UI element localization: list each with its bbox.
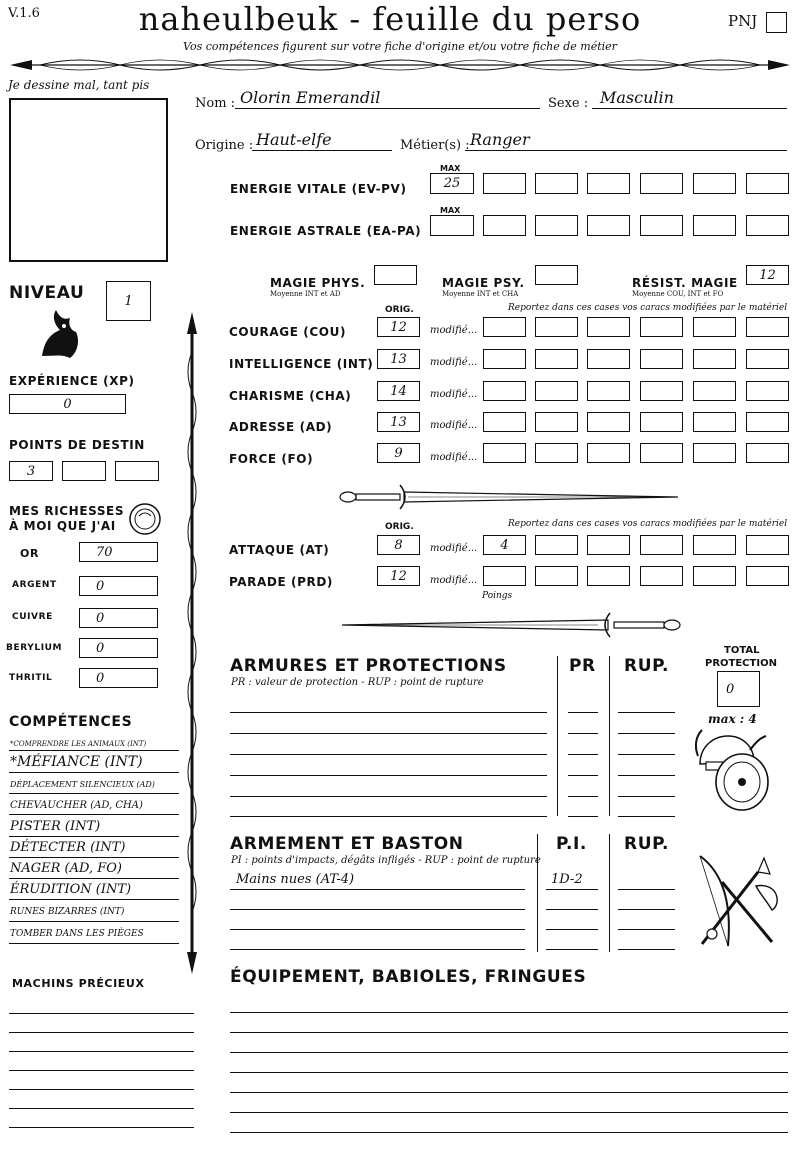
parade-orig-value: 12: [390, 568, 407, 584]
weapons-icon: [692, 852, 784, 950]
armures-note: PR : valeur de protection - RUP : point de rupture: [231, 677, 484, 688]
carac-mod-box[interactable]: [483, 381, 526, 401]
competence-item[interactable]: *MÉFIANCE (INT): [10, 754, 143, 770]
destin-value: 3: [26, 463, 36, 479]
armure-line[interactable]: [230, 796, 547, 797]
armure-rup-line[interactable]: [618, 775, 675, 776]
cuivre-label: CUIVRE: [12, 612, 53, 622]
armement-divider: [609, 834, 610, 952]
competence-line: [9, 878, 179, 879]
competence-line: [9, 814, 179, 815]
ev-max-box[interactable]: [430, 173, 474, 194]
ea-box[interactable]: [693, 215, 736, 236]
carac-mod-box[interactable]: [483, 349, 526, 369]
dragon-icon: [34, 306, 84, 362]
attaque-mod-box[interactable]: [535, 535, 578, 555]
competence-item[interactable]: ÉRUDITION (INT): [10, 882, 132, 897]
sword-divider-icon: [338, 610, 684, 640]
carac-modif-label: modifié...: [430, 357, 478, 368]
carac-modif-label: modifié...: [430, 325, 478, 336]
armement-note: PI : points d'impacts, dégâts infligés - RUP : point de rupture: [231, 855, 541, 866]
xp-value: 0: [63, 396, 72, 412]
carac-modif-label: modifié...: [430, 389, 478, 400]
equipement-line[interactable]: [230, 1112, 788, 1113]
attaque-orig-value: 8: [394, 537, 403, 553]
parade-mod-box[interactable]: [746, 566, 789, 586]
berylium-value: 0: [96, 640, 105, 656]
or-box[interactable]: [79, 542, 158, 562]
competence-line: [9, 899, 179, 900]
argent-box[interactable]: [79, 576, 158, 596]
equipement-line[interactable]: [230, 1072, 788, 1073]
armure-line[interactable]: [230, 816, 547, 817]
ev-box[interactable]: [693, 173, 736, 194]
niveau-label: NIVEAU: [9, 283, 85, 303]
carac-mod-box[interactable]: [535, 317, 578, 337]
carac-mod-box[interactable]: [535, 349, 578, 369]
carac-mod-box[interactable]: [535, 412, 578, 432]
carac-mod-box[interactable]: [746, 381, 789, 401]
carac-orig-box-cha[interactable]: [377, 381, 420, 401]
armement-label: ARMEMENT ET BASTON: [230, 834, 464, 854]
carac-label-ad: ADRESSE (AD): [229, 420, 333, 434]
destin-value: [116, 462, 158, 480]
sheet-subtitle: Vos compétences figurent sur votre fiche d'origine et/ou votre fiche de métier: [183, 40, 617, 53]
armure-line[interactable]: [230, 733, 547, 734]
pnj-label: PNJ: [728, 12, 758, 30]
armure-pr-line[interactable]: [568, 712, 598, 713]
ev-box[interactable]: [587, 173, 630, 194]
arme-rup-line[interactable]: [618, 909, 675, 910]
richesses-label-2: À MOI QUE J'AI: [9, 519, 116, 533]
carac-mod-box[interactable]: [483, 317, 526, 337]
machin-line[interactable]: [9, 1051, 194, 1052]
competence-item[interactable]: TOMBER DANS LES PIÈGES: [10, 929, 144, 939]
caracs-note: Reportez dans ces cases vos caracs modifiées par le matériel: [508, 303, 788, 313]
resist-magie-label: RÉSIST. MAGIE: [632, 276, 738, 290]
carac-orig-value-cha: 14: [390, 383, 407, 399]
ea-box[interactable]: [483, 215, 526, 236]
berylium-box[interactable]: [79, 638, 158, 658]
total-protection-label-1: TOTAL: [724, 645, 760, 656]
armures-rup-label: RUP.: [624, 656, 670, 676]
xp-label: EXPÉRIENCE (XP): [9, 374, 135, 388]
armure-line[interactable]: [230, 754, 547, 755]
carac-mod-box[interactable]: [587, 349, 630, 369]
machins-label: MACHINS PRÉCIEUX: [12, 977, 145, 990]
destin-label: POINTS DE DESTIN: [9, 438, 145, 452]
argent-value: 0: [96, 578, 105, 594]
carac-mod-box[interactable]: [587, 381, 630, 401]
carac-mod-box[interactable]: [640, 317, 683, 337]
armures-divider: [609, 656, 610, 816]
competences-label: COMPÉTENCES: [9, 714, 133, 730]
arme-pi-line[interactable]: [546, 909, 598, 910]
ev-box[interactable]: [746, 173, 789, 194]
machin-line[interactable]: [9, 1108, 194, 1109]
magie-psy-sub: Moyenne INT et CHA: [442, 290, 519, 298]
total-protection-box[interactable]: [717, 671, 760, 707]
parade-mod-box[interactable]: [535, 566, 578, 586]
arme-pi-line[interactable]: [546, 949, 598, 950]
carac-mod-box[interactable]: [535, 443, 578, 463]
parade-mod-box[interactable]: [693, 566, 736, 586]
carac-label-int: INTELLIGENCE (INT): [229, 357, 374, 371]
origine-label: Origine :: [195, 138, 254, 153]
destin-value: [63, 462, 105, 480]
parade-modif-label: modifié...: [430, 575, 478, 586]
armure-rup-line[interactable]: [618, 733, 675, 734]
carac-mod-box[interactable]: [640, 412, 683, 432]
competence-item[interactable]: PISTER (INT): [10, 819, 101, 834]
armure-rup-line[interactable]: [618, 796, 675, 797]
sexe-line: [592, 108, 787, 109]
carac-mod-box[interactable]: [693, 349, 736, 369]
competence-item[interactable]: DÉPLACEMENT SILENCIEUX (AD): [10, 780, 155, 789]
arme-pi-line[interactable]: [546, 889, 598, 890]
attaque-mod-box[interactable]: [693, 535, 736, 555]
thritil-label: THRITIL: [9, 673, 53, 683]
competence-line: [9, 943, 179, 944]
arme-line[interactable]: [230, 909, 525, 910]
ea-max-box[interactable]: [430, 215, 474, 236]
armure-rup-line[interactable]: [618, 754, 675, 755]
competence-line: [9, 772, 179, 773]
armement-pi-label: P.I.: [556, 834, 587, 854]
carac-orig-box-fo[interactable]: [377, 443, 420, 463]
caracs-orig-label: ORIG.: [385, 305, 414, 315]
armures-pr-label: PR: [569, 656, 596, 676]
parade-mod-box[interactable]: [640, 566, 683, 586]
attaque-mod-box[interactable]: [746, 535, 789, 555]
competence-item[interactable]: RUNES BIZARRES (INT): [10, 907, 125, 917]
competence-line: [9, 921, 179, 922]
armure-pr-line[interactable]: [568, 816, 598, 817]
carac-orig-box-cou[interactable]: [377, 317, 420, 337]
destin-box[interactable]: [115, 461, 159, 481]
carac-orig-box-int[interactable]: [377, 349, 420, 369]
ea-label: ENERGIE ASTRALE (EA-PA): [230, 224, 422, 238]
arme-rup-line[interactable]: [618, 929, 675, 930]
carac-mod-box[interactable]: [693, 381, 736, 401]
magie-phys-label: MAGIE PHYS.: [270, 276, 366, 290]
ea-max-value: [431, 216, 473, 235]
magie-phys-sub: Moyenne INT et AD: [270, 290, 341, 298]
equipement-line[interactable]: [230, 1052, 788, 1053]
carac-mod-box[interactable]: [746, 443, 789, 463]
arme-rup-line[interactable]: [618, 949, 675, 950]
resist-magie-value: 12: [759, 267, 776, 283]
carac-mod-box[interactable]: [693, 443, 736, 463]
arme-rup-line[interactable]: [618, 889, 675, 890]
magie-phys-box[interactable]: [374, 265, 417, 285]
magie-psy-label: MAGIE PSY.: [442, 276, 525, 290]
carac-label-cha: CHARISME (CHA): [229, 389, 352, 403]
vertical-spear: [180, 312, 204, 974]
carac-mod-box[interactable]: [746, 412, 789, 432]
sexe-label: Sexe :: [548, 96, 589, 111]
competence-item[interactable]: DÉTECTER (INT): [10, 840, 126, 855]
spear-divider: [10, 54, 790, 76]
armures-label: ARMURES ET PROTECTIONS: [230, 656, 507, 676]
portrait-caption: Je dessine mal, tant pis: [8, 78, 150, 92]
argent-label: ARGENT: [12, 580, 57, 590]
ev-max-label: MAX: [440, 164, 461, 173]
parade-label: PARADE (PRD): [229, 575, 334, 589]
ea-box[interactable]: [746, 215, 789, 236]
carac-mod-box[interactable]: [640, 349, 683, 369]
parade-orig-box[interactable]: [377, 566, 420, 586]
carac-label-fo: FORCE (FO): [229, 452, 314, 466]
metier-line: [465, 150, 787, 151]
armure-line[interactable]: [230, 775, 547, 776]
metier-value[interactable]: Ranger: [470, 130, 530, 149]
ev-box[interactable]: [483, 173, 526, 194]
ea-box[interactable]: [535, 215, 578, 236]
or-value: 70: [96, 544, 113, 560]
carac-mod-box[interactable]: [746, 349, 789, 369]
poings-label: Poings: [482, 591, 513, 601]
machin-line[interactable]: [9, 1089, 194, 1090]
armure-pr-line[interactable]: [568, 733, 598, 734]
equipement-line[interactable]: [230, 1032, 788, 1033]
arme-line[interactable]: [230, 949, 525, 950]
competence-item[interactable]: NAGER (AD, FO): [10, 861, 122, 876]
armure-pr-line[interactable]: [568, 796, 598, 797]
attaque-label: ATTAQUE (AT): [229, 543, 330, 557]
parade-mod-box[interactable]: [483, 566, 526, 586]
nom-line: [235, 108, 540, 109]
total-protection-label-2: PROTECTION: [705, 658, 777, 669]
attaque-mod-box[interactable]: [483, 535, 526, 555]
combat-note: Reportez dans ces cases vos caracs modifiées par le matériel: [508, 519, 788, 529]
competence-line: [9, 857, 179, 858]
carac-mod-box[interactable]: [483, 412, 526, 432]
origine-line: [252, 150, 392, 151]
parade-mod-box[interactable]: [587, 566, 630, 586]
combat-orig-label: ORIG.: [385, 522, 414, 532]
total-protection-value: 0: [726, 681, 735, 697]
carac-orig-value-int: 13: [390, 351, 407, 367]
attaque-modif-label: modifié...: [430, 543, 478, 554]
armures-divider: [557, 656, 558, 816]
sword-divider-icon: [338, 482, 684, 512]
armement-divider: [537, 834, 538, 952]
nom-label: Nom :: [195, 96, 236, 111]
carac-mod-box[interactable]: [483, 443, 526, 463]
arme-line[interactable]: [230, 929, 525, 930]
pnj-checkbox[interactable]: [766, 12, 787, 33]
carac-orig-value-cou: 12: [390, 319, 407, 335]
attaque-mod-box[interactable]: [640, 535, 683, 555]
helmet-shield-icon: [694, 726, 776, 812]
destin-box[interactable]: [62, 461, 106, 481]
or-label: OR: [20, 547, 40, 560]
equipement-label: ÉQUIPEMENT, BABIOLES, FRINGUES: [230, 967, 587, 987]
machin-line[interactable]: [9, 1032, 194, 1033]
carac-mod-box[interactable]: [640, 381, 683, 401]
ev-label: ENERGIE VITALE (EV-PV): [230, 182, 407, 196]
armure-rup-line[interactable]: [618, 816, 675, 817]
sheet-title: naheulbeuk - feuille du perso: [138, 0, 642, 38]
carac-mod-box[interactable]: [640, 443, 683, 463]
carac-mod-box[interactable]: [746, 317, 789, 337]
ev-box[interactable]: [535, 173, 578, 194]
berylium-label: BERYLIUM: [6, 643, 63, 653]
weapon-1-pi[interactable]: 1D-2: [551, 872, 583, 887]
carac-mod-box[interactable]: [693, 412, 736, 432]
armure-pr-line[interactable]: [568, 775, 598, 776]
version-label: V.1.6: [8, 6, 40, 21]
ea-max-label: MAX: [440, 206, 461, 215]
ea-box[interactable]: [640, 215, 683, 236]
competence-line: [9, 836, 179, 837]
competence-line: [9, 793, 179, 794]
carac-orig-value-ad: 13: [390, 414, 407, 430]
metier-label: Métier(s) :: [400, 138, 470, 153]
competence-item[interactable]: CHEVAUCHER (AD, CHA): [10, 800, 143, 811]
cuivre-box[interactable]: [79, 608, 158, 628]
niveau-box[interactable]: [106, 281, 151, 321]
carac-modif-label: modifié...: [430, 420, 478, 431]
competence-line: [9, 750, 179, 751]
ev-box[interactable]: [640, 173, 683, 194]
competence-item[interactable]: *COMPRENDRE LES ANIMAUX (INT): [10, 740, 147, 748]
carac-mod-box[interactable]: [587, 443, 630, 463]
resist-magie-sub: Moyenne COU, INT et FO: [632, 290, 724, 298]
attaque-orig-box[interactable]: [377, 535, 420, 555]
carac-orig-box-ad[interactable]: [377, 412, 420, 432]
resist-magie-box[interactable]: [746, 265, 789, 285]
cuivre-value: 0: [96, 610, 105, 626]
equipement-line[interactable]: [230, 1012, 788, 1013]
ea-box[interactable]: [587, 215, 630, 236]
niveau-value: 1: [124, 293, 133, 309]
machin-line[interactable]: [9, 1070, 194, 1071]
attaque-mod-value: 4: [500, 537, 509, 553]
arme-pi-line[interactable]: [546, 929, 598, 930]
weapon-1-name[interactable]: Mains nues (AT-4): [236, 872, 355, 887]
destin-box[interactable]: [9, 461, 53, 481]
armement-rup-label: RUP.: [624, 834, 670, 854]
portrait-box[interactable]: [9, 98, 168, 262]
armure-rup-line[interactable]: [618, 712, 675, 713]
sexe-value[interactable]: Masculin: [600, 88, 674, 107]
thritil-value: 0: [96, 670, 105, 686]
machin-line[interactable]: [9, 1127, 194, 1128]
xp-box[interactable]: [9, 394, 126, 414]
total-protection-max: max : 4: [708, 712, 757, 726]
magie-psy-box[interactable]: [535, 265, 578, 285]
carac-mod-box[interactable]: [587, 317, 630, 337]
attaque-mod-box[interactable]: [587, 535, 630, 555]
magie-psy-value: [536, 266, 577, 284]
carac-mod-box[interactable]: [693, 317, 736, 337]
carac-label-cou: COURAGE (COU): [229, 325, 347, 339]
carac-mod-box[interactable]: [587, 412, 630, 432]
equipement-line[interactable]: [230, 1092, 788, 1093]
origine-value[interactable]: Haut-elfe: [256, 130, 332, 149]
armure-pr-line[interactable]: [568, 754, 598, 755]
richesses-label-1: MES RICHESSES: [9, 504, 125, 518]
equipement-line[interactable]: [230, 1132, 788, 1133]
ev-max-value: 25: [443, 176, 461, 191]
thritil-box[interactable]: [79, 668, 158, 688]
magie-phys-value: [375, 266, 416, 284]
machin-line[interactable]: [9, 1013, 194, 1014]
armure-line[interactable]: [230, 712, 547, 713]
carac-mod-box[interactable]: [535, 381, 578, 401]
carac-modif-label: modifié...: [430, 452, 478, 463]
carac-orig-value-fo: 9: [394, 445, 403, 461]
arme-line[interactable]: [230, 889, 525, 890]
coin-icon: [128, 502, 162, 536]
nom-value[interactable]: Olorin Emerandil: [240, 88, 381, 107]
